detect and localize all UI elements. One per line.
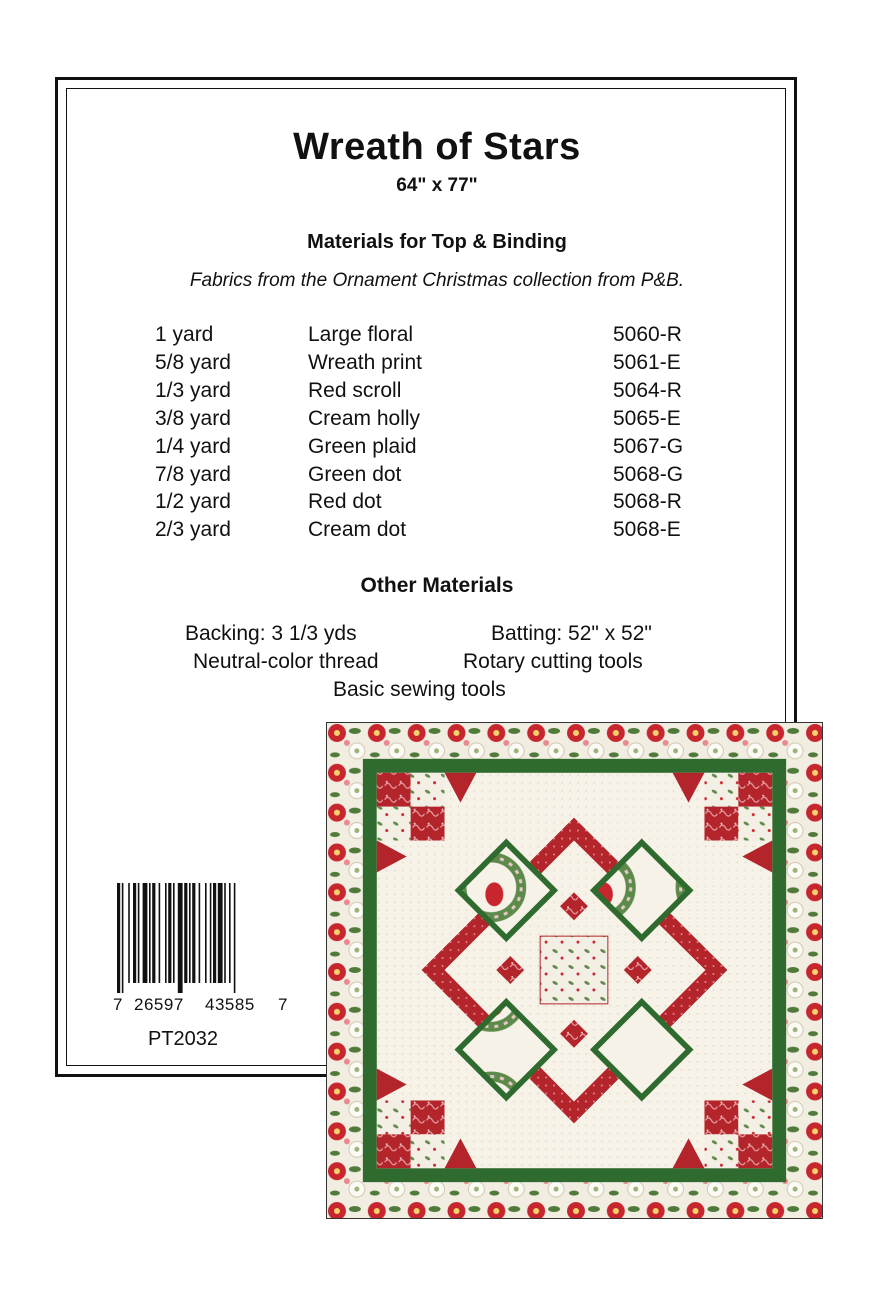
fabric-row <box>0 435 874 463</box>
fabric-amount: 7/8 yard <box>155 463 231 486</box>
fabric-row <box>0 518 874 546</box>
barcode-bar <box>218 883 223 983</box>
fabric-amount: 1/2 yard <box>155 490 231 513</box>
barcode-bar <box>213 883 216 983</box>
barcode <box>117 883 277 993</box>
pattern-code: PT2032 <box>148 1028 219 1050</box>
barcode-bar <box>149 883 151 983</box>
barcode-group-2: 43585 <box>205 995 255 1014</box>
pattern-title: Wreath of Stars <box>293 126 581 168</box>
fabric-amount: 3/8 yard <box>155 407 231 430</box>
fabric-code: 5067-G <box>613 435 684 458</box>
batting-size: Batting: 52" x 52" <box>491 622 652 645</box>
fabric-name: Wreath print <box>308 351 422 374</box>
fabric-name: Red scroll <box>308 379 402 402</box>
barcode-bar <box>117 883 120 993</box>
fabric-row <box>0 379 874 407</box>
barcode-bar <box>138 883 140 983</box>
barcode-bar <box>168 883 171 983</box>
fabric-collection-note: Fabrics from the Ornament Christmas collection from P&B. <box>189 270 685 291</box>
fabric-row <box>0 463 874 491</box>
fabric-name: Green plaid <box>308 435 417 458</box>
barcode-digit-right: 7 <box>278 995 288 1014</box>
barcode-bar <box>128 883 130 983</box>
barcode-bar <box>184 883 187 983</box>
backing-amount: Backing: 3 1/3 yds <box>185 622 357 645</box>
fabric-name: Green dot <box>308 463 402 486</box>
fabric-name: Cream holly <box>308 407 421 430</box>
fabric-code: 5064-R <box>613 379 682 402</box>
fabric-code: 5061-E <box>613 351 681 374</box>
barcode-bar <box>234 883 236 993</box>
fabric-name: Large floral <box>308 323 414 346</box>
barcode-bar <box>122 883 124 993</box>
fabric-amount: 5/8 yard <box>155 351 231 374</box>
fabric-name: Cream dot <box>308 518 407 541</box>
barcode-bar <box>210 883 212 983</box>
barcode-bar <box>192 883 195 983</box>
materials-heading: Materials for Top & Binding <box>307 231 567 253</box>
fabric-amount: 1 yard <box>155 323 214 346</box>
barcode-bar <box>224 883 226 983</box>
barcode-bar <box>199 883 201 983</box>
fabric-code: 5068-G <box>613 463 684 486</box>
thread-item: Neutral-color thread <box>193 650 379 673</box>
barcode-bar <box>152 883 155 983</box>
rotary-tools-item: Rotary cutting tools <box>463 650 643 673</box>
barcode-digit-left: 7 <box>113 995 123 1014</box>
barcode-bar <box>133 883 136 983</box>
barcode-group-1: 26597 <box>134 995 184 1014</box>
barcode-bar <box>178 883 183 993</box>
barcode-bar <box>173 883 175 983</box>
fabric-amount: 1/3 yard <box>155 379 231 402</box>
fabric-name: Red dot <box>308 490 382 513</box>
sewing-tools-item: Basic sewing tools <box>333 678 506 701</box>
fabric-code: 5060-R <box>613 323 682 346</box>
fabric-row <box>0 490 874 518</box>
barcode-bar <box>159 883 161 983</box>
quilt-size: 64" x 77" <box>396 175 478 196</box>
quilt-image <box>326 722 823 1219</box>
fabric-row <box>0 407 874 435</box>
fabric-row <box>0 351 874 379</box>
fabric-code: 5068-E <box>613 518 681 541</box>
fabric-code: 5068-R <box>613 490 682 513</box>
fabric-amount: 1/4 yard <box>155 435 231 458</box>
barcode-bar <box>143 883 148 983</box>
barcode-bar <box>165 883 167 983</box>
barcode-bar <box>205 883 207 983</box>
fabric-amount: 2/3 yard <box>155 518 231 541</box>
barcode-bar <box>229 883 231 983</box>
fabric-row <box>0 323 874 351</box>
fabric-code: 5065-E <box>613 407 681 430</box>
barcode-bar <box>189 883 191 983</box>
other-materials-heading: Other Materials <box>360 574 514 597</box>
